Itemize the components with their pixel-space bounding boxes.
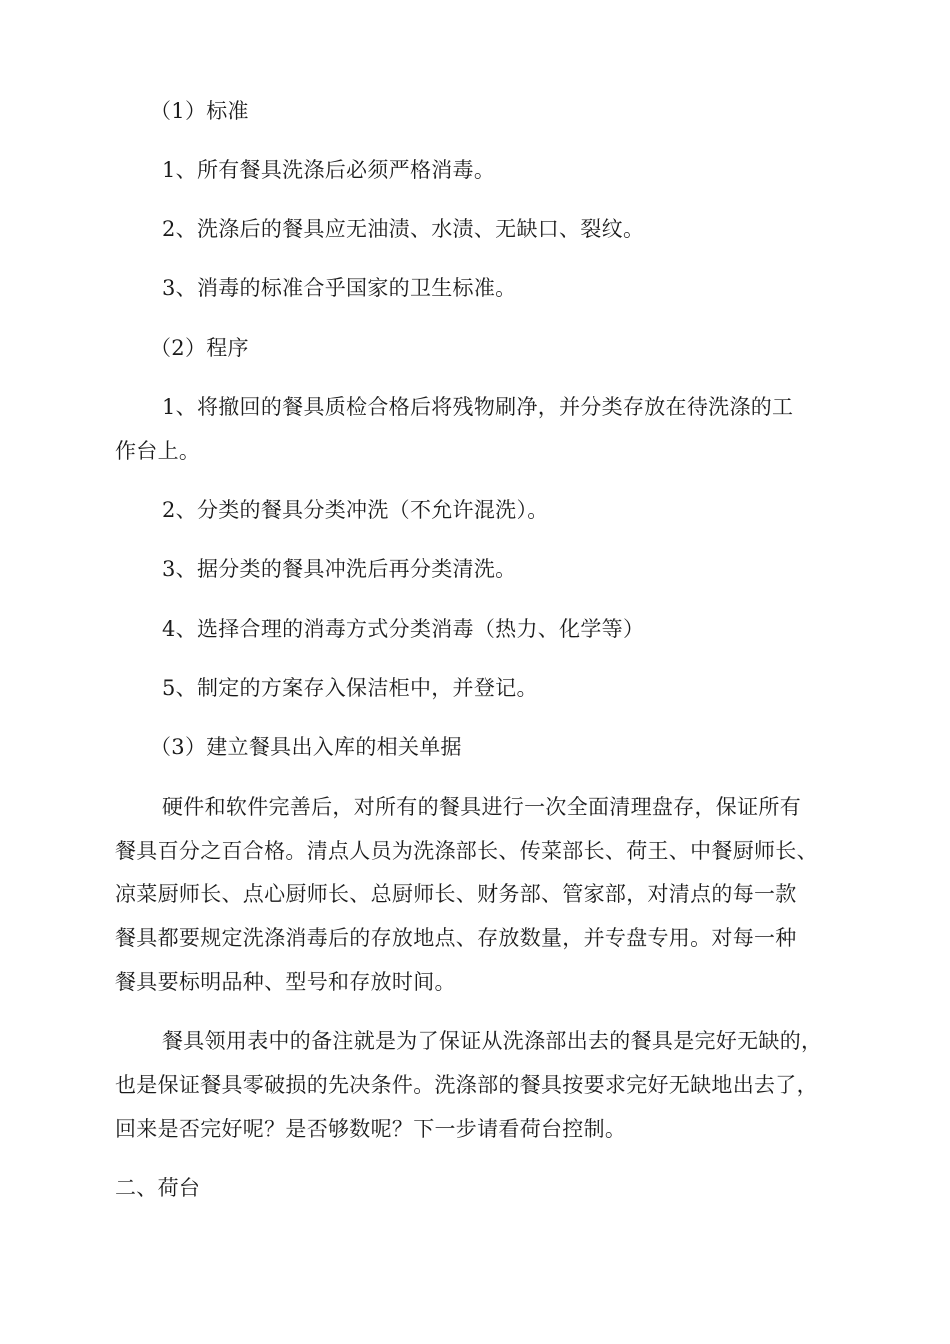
list-item-continuation: 作台上。: [115, 439, 201, 463]
list-item: 2、洗涤后的餐具应无油渍、水渍、无缺口、裂纹。: [162, 217, 645, 241]
paragraph-line: 硬件和软件完善后，对所有的餐具进行一次全面清理盘存，保证所有: [162, 795, 801, 819]
paragraph-line: 餐具要标明品种、型号和存放时间。: [115, 970, 456, 994]
section-heading-counter: 二、荷台: [115, 1176, 201, 1200]
paragraph-line: 餐具百分之百合格。清点人员为洗涤部长、传菜部长、荷王、中餐厨师长、: [115, 839, 818, 863]
paragraph-line: 也是保证餐具零破损的先决条件。洗涤部的餐具按要求完好无缺地出去了，: [115, 1073, 818, 1097]
list-item: 2、分类的餐具分类冲洗（不允许混洗）。: [162, 498, 549, 522]
section-heading-records: （3）建立餐具出入库的相关单据: [150, 735, 462, 759]
paragraph-line: 餐具都要规定洗涤消毒后的存放地点、存放数量，并专盘专用。对每一种: [115, 926, 797, 950]
section-heading-standard: （1）标准: [150, 99, 249, 123]
list-item: 4、选择合理的消毒方式分类消毒（热力、化学等）: [162, 617, 645, 641]
list-item: 3、据分类的餐具冲洗后再分类清洗。: [162, 557, 517, 581]
list-item: 1、所有餐具洗涤后必须严格消毒。: [162, 158, 496, 182]
paragraph-line: 餐具领用表中的备注就是为了保证从洗涤部出去的餐具是完好无缺的，: [162, 1029, 823, 1053]
paragraph-line: 回来是否完好呢？是否够数呢？下一步请看荷台控制。: [115, 1117, 627, 1141]
paragraph-line: 凉菜厨师长、点心厨师长、总厨师长、财务部、管家部，对清点的每一款: [115, 882, 797, 906]
list-item: 1、将撤回的餐具质检合格后将残物刷净，并分类存放在待洗涤的工: [162, 395, 794, 419]
section-heading-procedure: （2）程序: [150, 336, 249, 360]
list-item: 3、消毒的标准合乎国家的卫生标准。: [162, 276, 517, 300]
list-item: 5、制定的方案存入保洁柜中，并登记。: [162, 676, 538, 700]
